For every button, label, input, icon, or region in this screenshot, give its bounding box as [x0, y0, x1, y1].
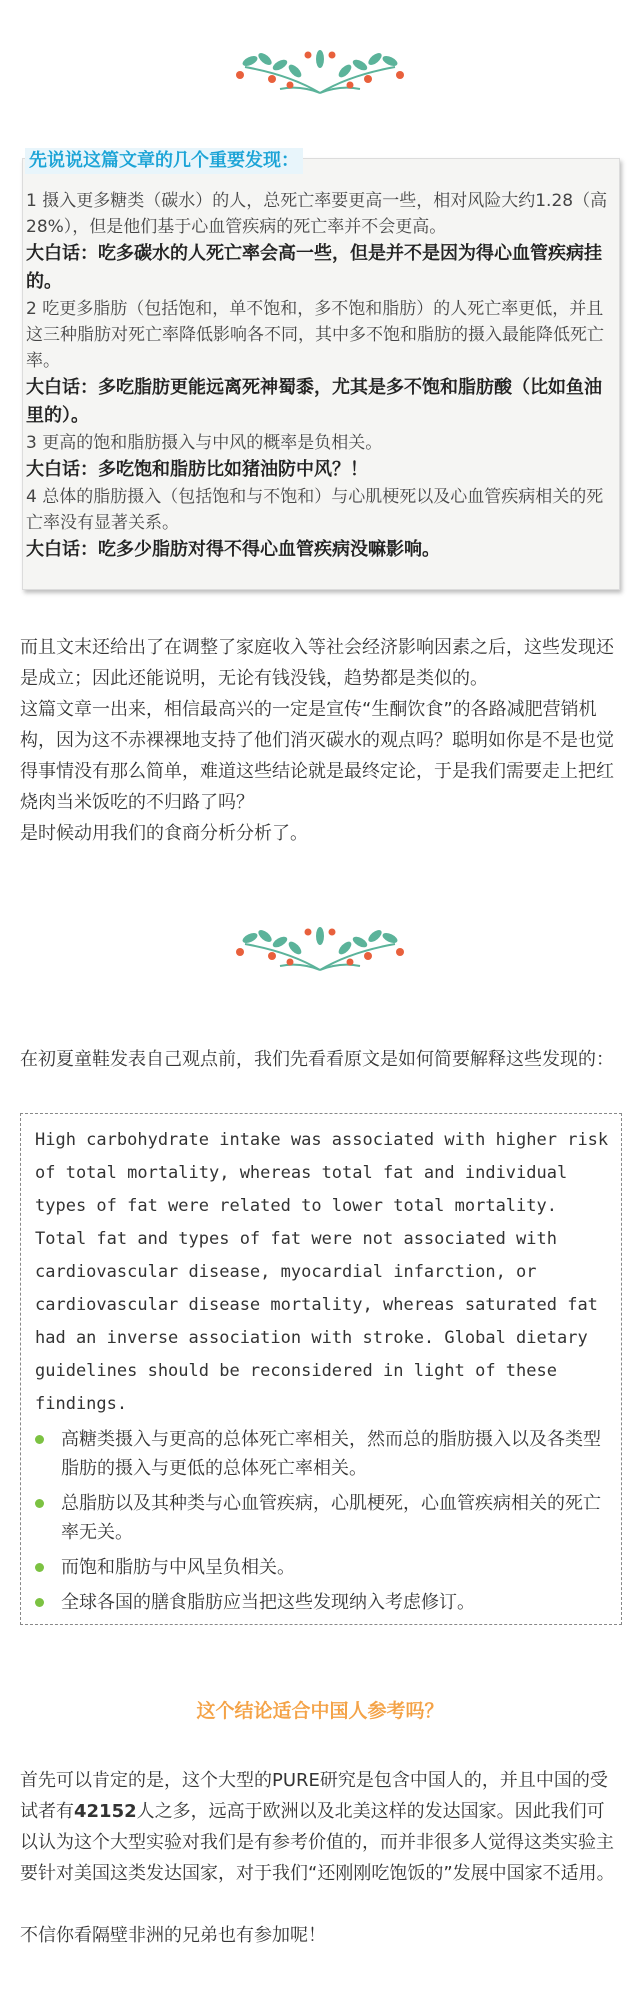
findings-title: 先说说这篇文章的几个重要发现：: [25, 148, 303, 174]
section-paragraph: [20, 1765, 622, 1889]
intro-paragraphs: [20, 632, 622, 849]
lead-text: 在初夏童鞋发表自己观点前，我们先看看原文是如何简要解释这些发现的：: [20, 1049, 614, 1070]
finding-detail: 2 吃更多脂肪（包括饱和，单不饱和，多不饱和脂肪）的人死亡率更低，并且这三种脂肪对死亡率降低影响各不同，其中多不饱和脂肪的摄入最能降低死亡率。: [26, 299, 604, 371]
section-paragraphs: [20, 1765, 622, 1951]
list-item: [35, 1489, 615, 1547]
finding-plain-talk: 大白话：吃多碳水的人死亡率会高一些，但是并不是因为得心血管疾病挂的。: [26, 243, 602, 292]
finding-plain-talk: 大白话：吃多少脂肪对得不得心血管疾病没嘛影响。: [26, 539, 440, 560]
finding-plain-talk: 大白话：多吃脂肪更能远离死神蜀黍，尤其是多不饱和脂肪酸（比如鱼油里的）。: [26, 377, 602, 426]
decorative-ornament-top: [0, 45, 640, 105]
leaf-branch-icon: [220, 45, 420, 101]
bullet-dot-icon: [35, 1499, 44, 1508]
list-item: [35, 1425, 615, 1483]
quote-english-text: High carbohydrate intake was associated with higher risk of total mortality, whereas total fat and individual types of fat were related to lower total mortality. Total fat and types of fat were not associated with cardiovascular disease, myocardial infarction, or cardiovascular disease mortality, whereas saturated fat had an inverse association with stroke. Global dietary guidelines should be reconsidered in light of these findings.: [35, 1130, 609, 1414]
section-text: 首先可以肯定的是，这个大型的PURE研究是包含中国人的，并且中国的受试者有: [20, 1770, 608, 1822]
list-item: [35, 1588, 615, 1617]
list-item-text: 而饱和脂肪与中风呈负相关。: [61, 1557, 295, 1578]
intro-paragraph: 而且文末还给出了在调整了家庭收入等社会经济影响因素之后，这些发现还是成立；因此还能说明，无论有钱没钱，趋势都是类似的。: [20, 637, 614, 689]
subject-count: 42152: [74, 1801, 137, 1822]
finding-detail: 4 总体的脂肪摄入（包括饱和与不饱和）与心肌梗死以及心血管疾病相关的死亡率没有显著关系。: [26, 487, 604, 533]
list-item-text: 全球各国的膳食脂肪应当把这些发现纳入考虑修订。: [61, 1592, 475, 1613]
section-paragraph: 不信你看隔壁非洲的兄弟也有参加呢！: [20, 1925, 326, 1946]
intro-paragraph: 是时候动用我们的食商分析分析了。: [20, 823, 308, 844]
list-item-text: 高糖类摄入与更高的总体死亡率相关，然而总的脂肪摄入以及各类型脂肪的摄入与更低的总体死亡率相关。: [61, 1429, 601, 1479]
bullet-dot-icon: [35, 1598, 44, 1607]
section-text: 人之多，远高于欧洲以及北美这样的发达国家。因此我们可以认为这个大型实验对我们是有参考价值的，而并非很多人觉得这类实验主要针对美国这类发达国家，对于我们“还刚刚吃饱饭的”发展中国家不适用。: [20, 1801, 615, 1884]
intro-paragraph: 这篇文章一出来，相信最高兴的一定是宣传“生酮饮食”的各路减肥营销机构，因为这不赤裸裸地支持了他们消灭碳水的观点吗？聪明如你是不是也觉得事情没有那么简单，难道这些结论就是最终定论，于是我们需要走上把红烧肉当米饭吃的不归路了吗？: [20, 699, 614, 813]
section-heading: 这个结论适合中国人参考吗？: [196, 1700, 444, 1722]
bullet-dot-icon: [35, 1435, 44, 1444]
lead-paragraph: [20, 1044, 622, 1075]
finding-plain-talk: 大白话：多吃饱和脂肪比如猪油防中风？！: [26, 459, 368, 480]
decorative-ornament-middle: [0, 922, 640, 982]
leaf-branch-icon: [220, 922, 420, 978]
list-item-text: 总脂肪以及其种类与心血管疾病，心肌梗死，心血管疾病相关的死亡率无关。: [61, 1493, 601, 1543]
bullet-dot-icon: [35, 1563, 44, 1572]
finding-detail: 1 摄入更多糖类（碳水）的人，总死亡率要更高一些，相对风险大约1.28（高28%），但是他们基于心血管疾病的死亡率并不会更高。: [26, 191, 608, 237]
list-item: [35, 1553, 615, 1582]
findings-list: [26, 188, 618, 564]
finding-detail: 3 更高的饱和脂肪摄入与中风的概率是负相关。: [26, 433, 383, 453]
quote-translation-list: [35, 1425, 615, 1623]
